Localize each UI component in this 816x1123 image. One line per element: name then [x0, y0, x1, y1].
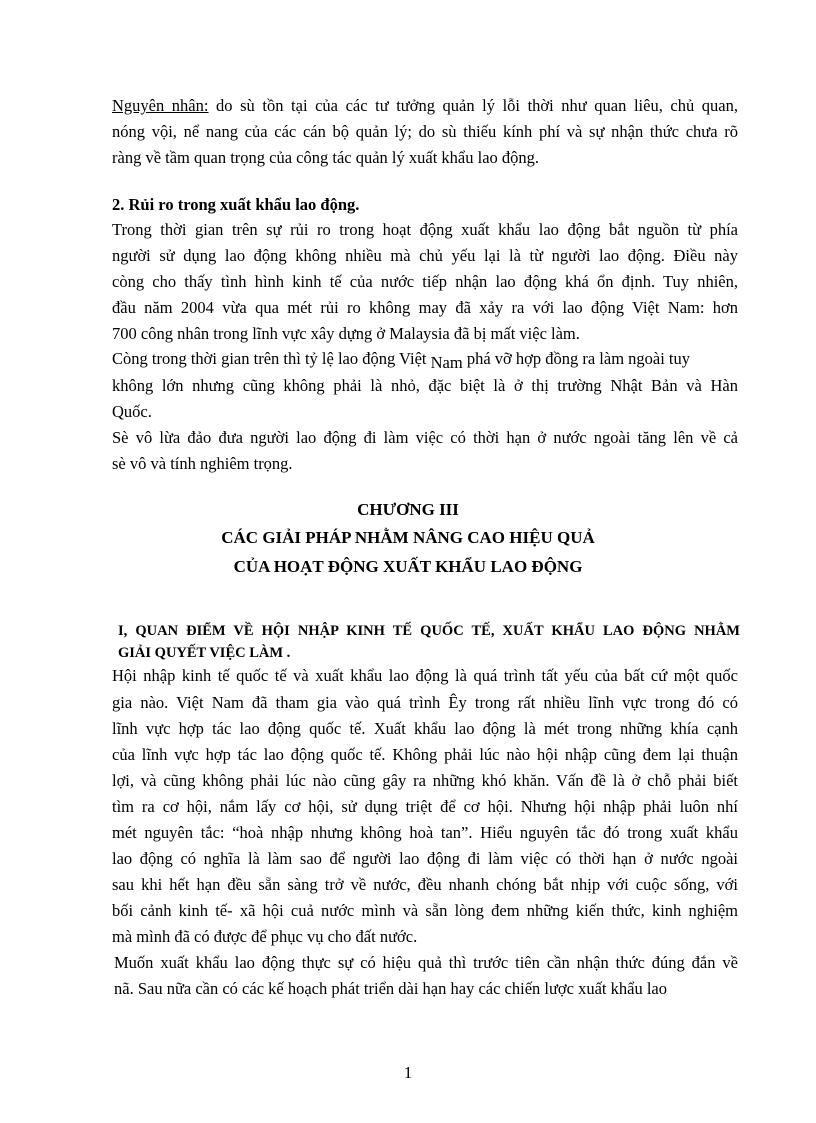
page-number: 1 [403, 1063, 413, 1082]
sectionI-line2: gia nào. Việt Nam đã tham gia vào quá trình Êy trong rất nhiều lĩnh vực trong đó có [112, 693, 738, 712]
sectionI-line7: mét nguyên tắc: “hoà nhập nhưng không hoà tan”. Hiểu nguyên tắc đó trong xuất khẩu [112, 823, 738, 842]
sectionI-line4: của lĩnh vực hợp tác lao động quốc tế. Không phải lúc nào hội nhập cũng đem lại thuận [112, 745, 738, 764]
chapter-title-line1: CÁC GIẢI PHÁP NHẰM NÂNG CAO HIỆU QUẢ [221, 528, 595, 547]
sectionI-heading-line1: I, QUAN ĐIỂM VỀ HỘI NHẬP KINH TẾ QUỐC TẾ, XUẤT KHẨU LAO ĐỘNG NHẰM [118, 623, 740, 639]
sectionI-heading-line2: GIẢI QUYẾT VIỆC LÀM . [118, 645, 291, 661]
section2-p2-line2: không lớn nhưng cũng không phải là nhỏ, đặc biệt là ở thị trường Nhật Bản và Hàn [112, 376, 738, 395]
chapter-title-line2: CỦA HOẠT ĐỘNG XUẤT KHẨU LAO ĐỘNG [233, 557, 583, 576]
section2-line5: 700 công nhân trong lĩnh vực xây dựng ở Malaysia đã bị mất việc làm. [112, 324, 580, 343]
sectionI-p2-line2: nã. Sau nữa cần có các kế hoạch phát triển dài hạn hay các chiến lược xuất khẩu lao [114, 979, 667, 998]
section2-line2: người sử dụng lao động không nhiều mà chủ yếu lại là từ người lao động. Điều này [112, 246, 738, 265]
section2-line4: đầu năm 2004 vừa qua mét rủi ro không may đã xảy ra với lao động Việt Nam: hơn [112, 298, 738, 317]
chapter-number: CHƯƠNG III [357, 500, 459, 519]
sectionI-line9: sau khi hết hạn đều sẵn sàng trở về nước, đều nhanh chóng bắt nhịp với cuộc sống, với [112, 875, 738, 894]
sectionI-line10: bối cảnh kinh tế- xã hội cuả nước mình và sẵn lòng đem những kiến thức, kinh nghiệm [112, 901, 738, 920]
sectionI-line3: lĩnh vực hợp tác lao động quốc tế. Xuất khẩu lao động là mét trong những khía cạnh [112, 719, 738, 738]
para1-line3: ràng về tầm quan trọng của công tác quản lý xuất khẩu lao động. [112, 148, 540, 167]
cause-label: Nguyên nhân: [112, 96, 209, 115]
sectionI-p2-line1: Muốn xuất khẩu lao động thực sự có hiệu quả thì trước tiên cần nhận thức đúng đắn về [114, 953, 738, 972]
sectionI-line6: tìm ra cơ hội, nắm lấy cơ hội, sử dụng triệt để cơ hội. Nhưng hội nhập phải luôn nhí [112, 797, 738, 816]
section2-p2-line1-sub: Nam [430, 353, 463, 372]
section2-p3-line1: Sè vô lừa đảo đưa người lao động đi làm việc có thời hạn ở nước ngoài tăng lên về cả [112, 428, 738, 447]
sectionI-line5: lợi, và cũng không phải lúc nào cũng gây ra những khó khăn. Vấn đề là ở chỗ phải biết [112, 771, 738, 790]
sectionI-line1: Hội nhập kinh tế quốc tế và xuất khẩu lao động là quá trình tất yếu của bất cứ một quốc [112, 666, 738, 685]
section2-p2-line1 [112, 347, 738, 371]
para1-line1 [112, 94, 738, 118]
sectionI-line11: mà mình đã có được để phục vụ cho đất nước. [112, 927, 418, 946]
section2-line3: còng cho thấy tình hình kinh tế của nước tiếp nhận lao động khá ổn định. Tuy nhiên, [112, 272, 738, 291]
section2-line1: Trong thời gian trên sự rủi ro trong hoạt động xuất khẩu lao động bắt nguồn từ phía [112, 220, 738, 239]
section2-p2-line3: Quốc. [112, 402, 152, 421]
section2-p2-line1-a: Còng trong thời gian trên thì tỷ lệ lao động Việt [112, 349, 431, 368]
para1-line1-text: do sù tồn tại của các tư tưởng quản lý lỗi thời như quan liêu, chủ quan, [208, 96, 738, 115]
section2-p3-line2: sè vô và tính nghiêm trọng. [112, 454, 293, 473]
para1-line2: nóng vội, nể nang của các cán bộ quản lý; do sù thiếu kính phí và sự nhận thức chưa rõ [112, 122, 738, 141]
section2-title: 2. Rủi ro trong xuất khẩu lao động. [112, 195, 360, 214]
sectionI-line8: lao động có nghĩa là làm sao để người lao động đi làm việc có thời hạn ở nước ngoài [112, 849, 738, 868]
section2-p2-line1-b: phá vỡ hợp đồng ra làm ngoài tuy [462, 349, 691, 368]
